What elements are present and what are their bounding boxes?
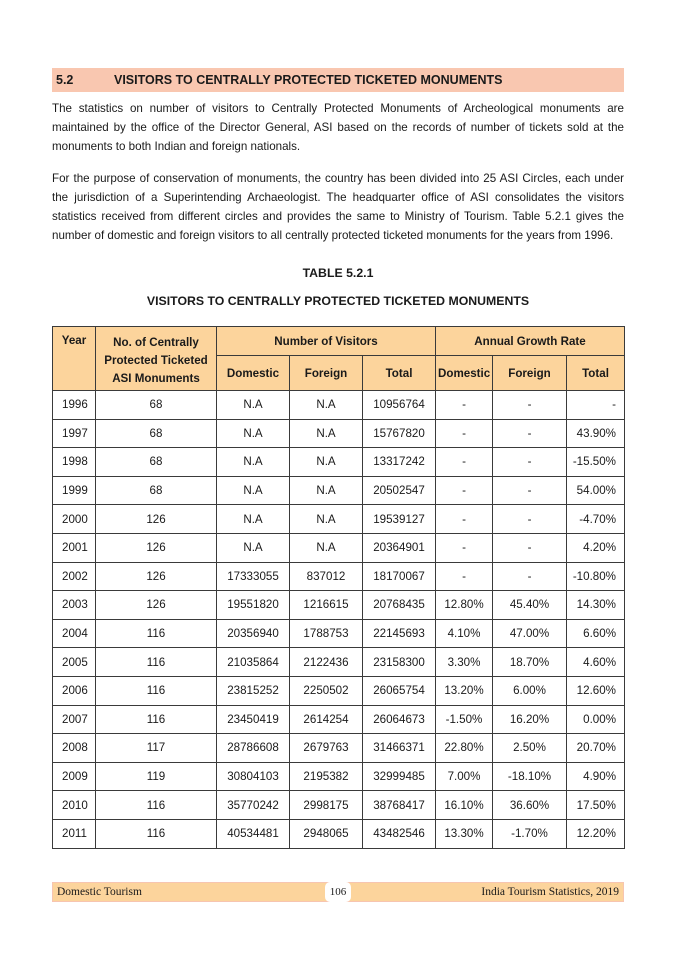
header-monuments: No. of Centrally Protected Ticketed ASI Monuments [96, 327, 217, 391]
cell-growth-total: 14.30% [567, 591, 625, 620]
cell-growth-foreign: - [493, 533, 567, 562]
header-visitors-total: Total [363, 356, 436, 391]
cell-growth-foreign: - [493, 562, 567, 591]
cell-year: 2003 [53, 591, 96, 620]
cell-visitors-domestic: N.A [217, 448, 290, 477]
cell-visitors-foreign: 837012 [290, 562, 363, 591]
cell-visitors-domestic: 17333055 [217, 562, 290, 591]
cell-visitors-domestic: N.A [217, 419, 290, 448]
cell-year: 1999 [53, 476, 96, 505]
cell-growth-total: -4.70% [567, 505, 625, 534]
cell-growth-foreign: 2.50% [493, 734, 567, 763]
cell-year: 2010 [53, 791, 96, 820]
table-row [53, 505, 625, 534]
cell-visitors-total: 13317242 [363, 448, 436, 477]
cell-growth-foreign: - [493, 419, 567, 448]
footer-chapter: Domestic Tourism [57, 886, 142, 898]
intro-paragraph: The statistics on number of visitors to Centrally Protected Monuments of Archeological monuments are maintained by the office of the Director General, ASI based on the records of number of tickets sold at the monuments to both Indian and foreign nationals. [52, 102, 624, 153]
cell-visitors-foreign: 1216615 [290, 591, 363, 620]
cell-year: 2005 [53, 648, 96, 677]
cell-growth-foreign: - [493, 448, 567, 477]
cell-monuments: 116 [96, 648, 217, 677]
section-title: VISITORS TO CENTRALLY PROTECTED TICKETED MONUMENTS [114, 73, 503, 87]
cell-growth-domestic: 22.80% [436, 734, 493, 763]
header-growth-domestic: Domestic [436, 356, 493, 391]
cell-visitors-total: 26065754 [363, 676, 436, 705]
cell-year: 1997 [53, 419, 96, 448]
header-growth-foreign: Foreign [493, 356, 567, 391]
cell-visitors-domestic: 23815252 [217, 676, 290, 705]
cell-year: 2008 [53, 734, 96, 763]
cell-visitors-total: 43482546 [363, 819, 436, 848]
cell-visitors-foreign: 2614254 [290, 705, 363, 734]
cell-growth-domestic: 16.10% [436, 791, 493, 820]
cell-visitors-total: 23158300 [363, 648, 436, 677]
cell-visitors-foreign: N.A [290, 419, 363, 448]
cell-growth-foreign: - [493, 505, 567, 534]
cell-growth-foreign: 47.00% [493, 619, 567, 648]
header-visitors-domestic: Domestic [217, 356, 290, 391]
cell-visitors-total: 15767820 [363, 419, 436, 448]
table-row [53, 819, 625, 848]
cell-monuments: 68 [96, 448, 217, 477]
cell-visitors-domestic: 21035864 [217, 648, 290, 677]
cell-growth-foreign: -18.10% [493, 762, 567, 791]
page-footer [52, 882, 624, 902]
cell-year: 2006 [53, 676, 96, 705]
cell-year: 2002 [53, 562, 96, 591]
cell-visitors-domestic: N.A [217, 476, 290, 505]
cell-visitors-domestic: 23450419 [217, 705, 290, 734]
cell-visitors-domestic: N.A [217, 391, 290, 420]
cell-visitors-foreign: N.A [290, 505, 363, 534]
cell-monuments: 116 [96, 819, 217, 848]
footer-publication: India Tourism Statistics, 2019 [481, 886, 619, 898]
table-row [53, 648, 625, 677]
cell-monuments: 126 [96, 591, 217, 620]
cell-visitors-domestic: 19551820 [217, 591, 290, 620]
cell-visitors-foreign: 2122436 [290, 648, 363, 677]
cell-visitors-foreign: 2195382 [290, 762, 363, 791]
cell-year: 1996 [53, 391, 96, 420]
cell-visitors-total: 20768435 [363, 591, 436, 620]
cell-growth-domestic: - [436, 448, 493, 477]
table-row [53, 591, 625, 620]
header-year: Year [53, 327, 96, 391]
visitors-table [52, 326, 625, 849]
cell-visitors-foreign: 2250502 [290, 676, 363, 705]
cell-visitors-total: 10956764 [363, 391, 436, 420]
cell-visitors-total: 20502547 [363, 476, 436, 505]
cell-visitors-foreign: N.A [290, 391, 363, 420]
cell-growth-foreign: 45.40% [493, 591, 567, 620]
cell-growth-foreign: 18.70% [493, 648, 567, 677]
cell-visitors-foreign: N.A [290, 448, 363, 477]
cell-visitors-domestic: 35770242 [217, 791, 290, 820]
header-annual-growth-rate: Annual Growth Rate [436, 327, 625, 356]
cell-growth-domestic: 13.20% [436, 676, 493, 705]
table-row [53, 734, 625, 763]
cell-growth-total: 4.60% [567, 648, 625, 677]
cell-growth-total: 12.20% [567, 819, 625, 848]
cell-growth-domestic: 7.00% [436, 762, 493, 791]
cell-monuments: 68 [96, 419, 217, 448]
cell-monuments: 119 [96, 762, 217, 791]
cell-monuments: 68 [96, 391, 217, 420]
cell-monuments: 126 [96, 562, 217, 591]
cell-visitors-foreign: N.A [290, 533, 363, 562]
cell-visitors-total: 18170067 [363, 562, 436, 591]
cell-monuments: 126 [96, 533, 217, 562]
table-row [53, 791, 625, 820]
cell-growth-foreign: 6.00% [493, 676, 567, 705]
cell-growth-domestic: 12.80% [436, 591, 493, 620]
cell-growth-domestic: - [436, 562, 493, 591]
cell-monuments: 116 [96, 676, 217, 705]
cell-visitors-total: 26064673 [363, 705, 436, 734]
cell-growth-domestic: 4.10% [436, 619, 493, 648]
header-visitors-foreign: Foreign [290, 356, 363, 391]
table-row [53, 448, 625, 477]
table-row [53, 476, 625, 505]
circles-paragraph: For the purpose of conservation of monuments, the country has been divided into 25 ASI Circles, each under the jurisdiction of a Superintending Archaeologist. The headquarter office of ASI consolidates the visitors statistics received from different circles and provides the same to Ministry of Tourism. Table 5.2.1 gives the number of domestic and foreign visitors to all centrally protected ticketed monuments for the years from 1996. [52, 172, 624, 242]
cell-monuments: 126 [96, 505, 217, 534]
cell-monuments: 116 [96, 791, 217, 820]
page-number: 106 [325, 882, 351, 902]
cell-growth-foreign: 16.20% [493, 705, 567, 734]
cell-growth-total: -15.50% [567, 448, 625, 477]
cell-growth-total: 0.00% [567, 705, 625, 734]
cell-visitors-domestic: 40534481 [217, 819, 290, 848]
cell-growth-domestic: - [436, 391, 493, 420]
table-row [53, 705, 625, 734]
cell-visitors-foreign: 1788753 [290, 619, 363, 648]
cell-growth-domestic: - [436, 505, 493, 534]
cell-monuments: 68 [96, 476, 217, 505]
cell-growth-total: -10.80% [567, 562, 625, 591]
table-row [53, 562, 625, 591]
cell-year: 2011 [53, 819, 96, 848]
cell-visitors-foreign: 2998175 [290, 791, 363, 820]
cell-growth-total: 54.00% [567, 476, 625, 505]
table-row [53, 391, 625, 420]
cell-growth-total: 4.90% [567, 762, 625, 791]
cell-visitors-domestic: 28786608 [217, 734, 290, 763]
cell-visitors-domestic: N.A [217, 505, 290, 534]
cell-growth-total: 20.70% [567, 734, 625, 763]
cell-growth-domestic: -1.50% [436, 705, 493, 734]
cell-monuments: 117 [96, 734, 217, 763]
cell-growth-domestic: - [436, 476, 493, 505]
cell-growth-foreign: - [493, 476, 567, 505]
cell-monuments: 116 [96, 705, 217, 734]
cell-growth-domestic: 13.30% [436, 819, 493, 848]
cell-visitors-foreign: 2679763 [290, 734, 363, 763]
cell-monuments: 116 [96, 619, 217, 648]
cell-year: 2004 [53, 619, 96, 648]
section-number: 5.2 [56, 73, 74, 87]
cell-growth-total: - [567, 391, 625, 420]
cell-growth-total: 17.50% [567, 791, 625, 820]
header-growth-total: Total [567, 356, 625, 391]
cell-visitors-total: 38768417 [363, 791, 436, 820]
section-header [52, 68, 624, 92]
cell-year: 2001 [53, 533, 96, 562]
cell-growth-total: 12.60% [567, 676, 625, 705]
cell-year: 2007 [53, 705, 96, 734]
cell-growth-total: 43.90% [567, 419, 625, 448]
cell-visitors-domestic: 30804103 [217, 762, 290, 791]
cell-visitors-foreign: 2948065 [290, 819, 363, 848]
cell-growth-foreign: -1.70% [493, 819, 567, 848]
cell-visitors-total: 31466371 [363, 734, 436, 763]
table-row [53, 762, 625, 791]
cell-growth-foreign: - [493, 391, 567, 420]
table-row [53, 419, 625, 448]
cell-visitors-total: 32999485 [363, 762, 436, 791]
cell-visitors-total: 22145693 [363, 619, 436, 648]
table-row [53, 619, 625, 648]
cell-growth-total: 4.20% [567, 533, 625, 562]
cell-visitors-domestic: N.A [217, 533, 290, 562]
cell-year: 2000 [53, 505, 96, 534]
table-row [53, 533, 625, 562]
cell-growth-total: 6.60% [567, 619, 625, 648]
cell-growth-domestic: - [436, 533, 493, 562]
cell-visitors-total: 20364901 [363, 533, 436, 562]
table-label: TABLE 5.2.1 [302, 266, 374, 280]
cell-visitors-domestic: 20356940 [217, 619, 290, 648]
cell-growth-domestic: 3.30% [436, 648, 493, 677]
cell-growth-foreign: 36.60% [493, 791, 567, 820]
cell-visitors-total: 19539127 [363, 505, 436, 534]
cell-growth-domestic: - [436, 419, 493, 448]
cell-visitors-foreign: N.A [290, 476, 363, 505]
table-title: VISITORS TO CENTRALLY PROTECTED TICKETED MONUMENTS [146, 294, 530, 308]
table-row [53, 676, 625, 705]
header-number-of-visitors: Number of Visitors [217, 327, 436, 356]
cell-year: 2009 [53, 762, 96, 791]
cell-year: 1998 [53, 448, 96, 477]
